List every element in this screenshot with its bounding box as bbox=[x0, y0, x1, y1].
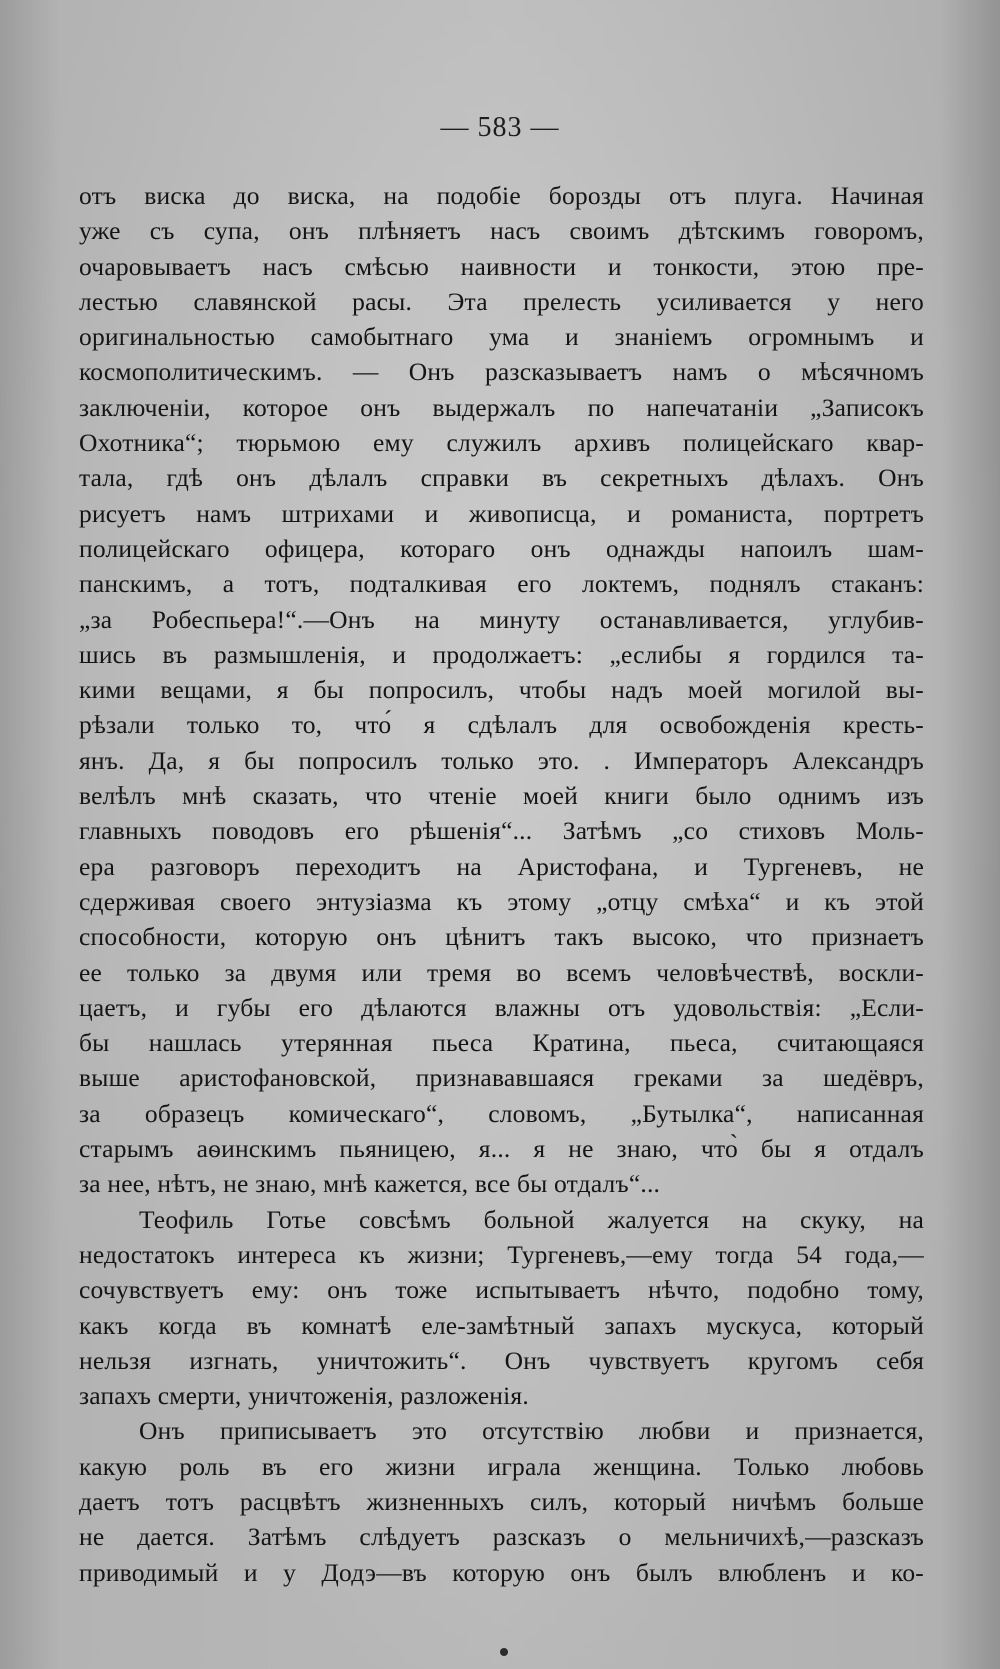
text-line: оригинальностью самобытнаго ума и знаніемъ огромнымъ и bbox=[79, 322, 924, 352]
text-line: кими вещами, я бы попросилъ, чтобы надъ моей могилой вы- bbox=[79, 675, 924, 705]
text-line: велѣлъ мнѣ сказать, что чтеніе моей книги было однимъ изъ bbox=[79, 781, 924, 811]
paragraph-start-line: Онъ приписываетъ это отсутствію любви и признается, bbox=[139, 1416, 924, 1446]
text-line: ера разговоръ переходитъ на Аристофана, и Тургеневъ, не bbox=[79, 851, 924, 881]
text-line: „за Робеспьера!“.—Онъ на минуту останавливается, углубив- bbox=[79, 604, 924, 634]
text-line: тала, гдѣ онъ дѣлалъ справки въ секретныхъ дѣлахъ. Онъ bbox=[79, 463, 924, 493]
text-line: даетъ тотъ расцвѣтъ жизненныхъ силъ, который ничѣмъ больше bbox=[79, 1486, 924, 1516]
text-line: шись въ размышленія, и продолжаетъ: „еслибы я гордился та- bbox=[79, 639, 924, 669]
page-number: — 583 — bbox=[440, 112, 560, 143]
text-line: за нее, нѣтъ, не знаю, мнѣ кажется, все бы отдалъ“... bbox=[79, 1169, 661, 1199]
text-line: янъ. Да, я бы попросилъ только это. . Императоръ Александръ bbox=[79, 745, 924, 775]
text-line: ее только за двумя или тремя во всемъ человѣчествѣ, воскли- bbox=[79, 957, 924, 987]
text-line: способности, которую онъ цѣнитъ такъ высоко, что признаетъ bbox=[79, 922, 924, 952]
text-line: полицейскаго офицера, котораго онъ однажды напоилъ шам- bbox=[79, 533, 924, 563]
text-line: лестью славянской расы. Эта прелесть усиливается у него bbox=[79, 286, 924, 316]
text-line: не дается. Затѣмъ слѣдуетъ разсказъ о мельничихѣ,—разсказъ bbox=[79, 1522, 924, 1552]
text-line: цаетъ, и губы его дѣлаются влажны отъ удовольствія: „Если- bbox=[79, 992, 924, 1022]
text-line: за образецъ комическаго“, словомъ, „Бутылка“, написанная bbox=[79, 1098, 924, 1128]
text-line: сдерживая своего энтузіазма къ этому „отцу смѣха“ и къ этой bbox=[79, 886, 924, 916]
body-text bbox=[79, 178, 924, 1590]
text-line: сочувствуетъ ему: онъ тоже испытываетъ нѣчто, подобно тому, bbox=[79, 1275, 924, 1305]
text-line: рисуетъ намъ штрихами и живописца, и романиста, портретъ bbox=[79, 498, 924, 528]
text-line: рѣзали только то, что́ я сдѣлалъ для освобожденія кресть- bbox=[79, 710, 924, 740]
text-line: какъ когда въ комнатѣ еле-замѣтный запахъ мускуса, который bbox=[79, 1310, 924, 1340]
text-line: главныхъ поводовъ его рѣшенія“... Затѣмъ „со стиховъ Моль- bbox=[79, 816, 924, 846]
paragraph-start-line: Теофиль Готье совсѣмъ больной жалуется на скуку, на bbox=[139, 1204, 924, 1234]
text-line: Охотника“; тюрьмою ему служилъ архивъ полицейскаго квар- bbox=[79, 428, 924, 458]
text-line: заключеніи, которое онъ выдержалъ по напечатаніи „Записокъ bbox=[79, 392, 924, 422]
text-line: бы нашлась утерянная пьеса Кратина, пьеса, считающаяся bbox=[79, 1028, 924, 1058]
text-line: какую роль въ его жизни играла женщина. Только любовь bbox=[79, 1451, 924, 1481]
text-line: запахъ смерти, уничтоженія, разложенія. bbox=[79, 1381, 529, 1411]
text-line: выше аристофановской, признававшаяся греками за шедёвръ, bbox=[79, 1063, 924, 1093]
text-line: отъ виска до виска, на подобіе борозды отъ плуга. Начиная bbox=[79, 181, 924, 210]
print-mark bbox=[500, 1648, 508, 1656]
text-line: недостатокъ интереса къ жизни; Тургеневъ,—ему тогда 54 года,— bbox=[79, 1239, 924, 1269]
text-line: приводимый и у Додэ—въ которую онъ былъ влюбленъ и ко- bbox=[79, 1557, 924, 1587]
text-line: очаровываетъ насъ смѣсью наивности и тонкости, этою пре- bbox=[79, 251, 924, 281]
text-line: старымъ аѳинскимъ пьяницею, я... я не знаю, что̀ бы я отдалъ bbox=[79, 1134, 924, 1164]
text-line: нельзя изгнать, уничтожить“. Онъ чувствуетъ кругомъ себя bbox=[79, 1345, 924, 1375]
text-line: панскимъ, а тотъ, подталкивая его локтемъ, поднялъ стаканъ: bbox=[79, 569, 924, 599]
text-line: космополитическимъ. — Онъ разсказываетъ намъ о мѣсячномъ bbox=[79, 357, 924, 387]
text-line: уже съ супа, онъ плѣняетъ насъ своимъ дѣтскимъ говоромъ, bbox=[79, 216, 924, 246]
